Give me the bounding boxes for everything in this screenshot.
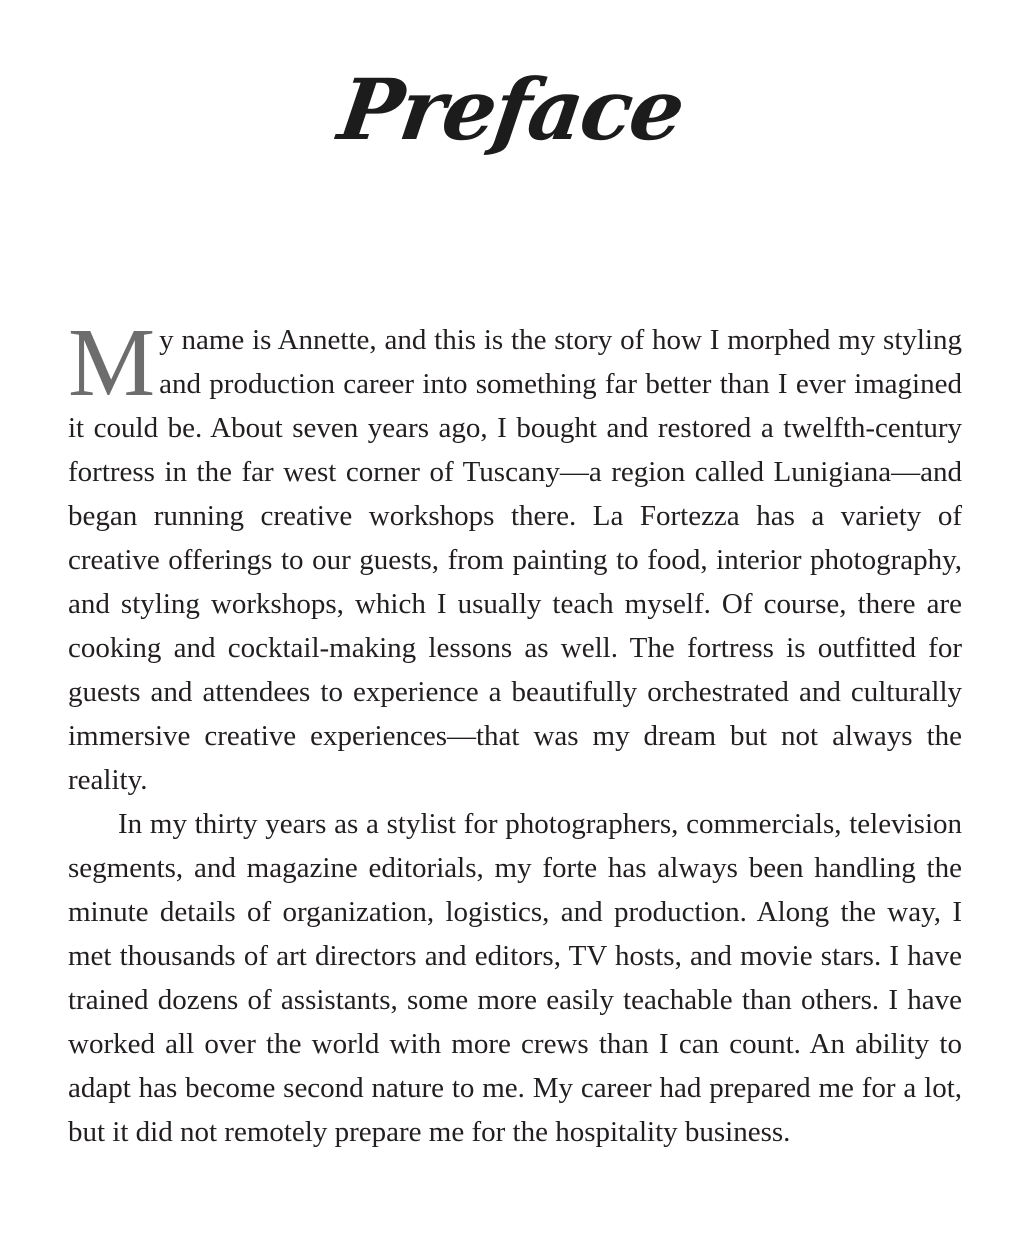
paragraph-1-text: y name is Annette, and this is the story of how I morphed my styling and production career into something far better than I ever imagined it could be. About seven years ago, I bought and restored a twelfth-century fortress in the far west corner of Tuscany—a region called Lunigiana—and began running creative workshops there. La Fortezza has a variety of creative offerings to our guests, from painting to food, interior photography, and styling workshops, which I usually teach myself. Of course, there are cooking and cocktail-making lessons as well. The fortress is outfitted for guests and attendees to experience a beautifully orchestrated and culturally immersive creative experiences—that was my dream but not always the reality.: [68, 324, 962, 796]
chapter-title: Preface: [333, 60, 689, 159]
paragraph-2: In my thirty years as a stylist for photographers, commercials, television segments, and magazine editorials, my forte has always been handling the minute details of organization, logistics, and production. Along the way, I met thousands of art directors and editors, TV hosts, and movie stars. I have trained dozens of assistants, some more easily teachable than others. I have worked all over the world with more crews than I can count. An ability to adapt has become second nature to me. My career had prepared me for a lot, but it did not remotely prepare me for the hospitality business.: [68, 808, 962, 1148]
paragraph-1: [68, 309, 962, 802]
body-text: [68, 309, 962, 1154]
drop-cap: M: [68, 309, 156, 417]
